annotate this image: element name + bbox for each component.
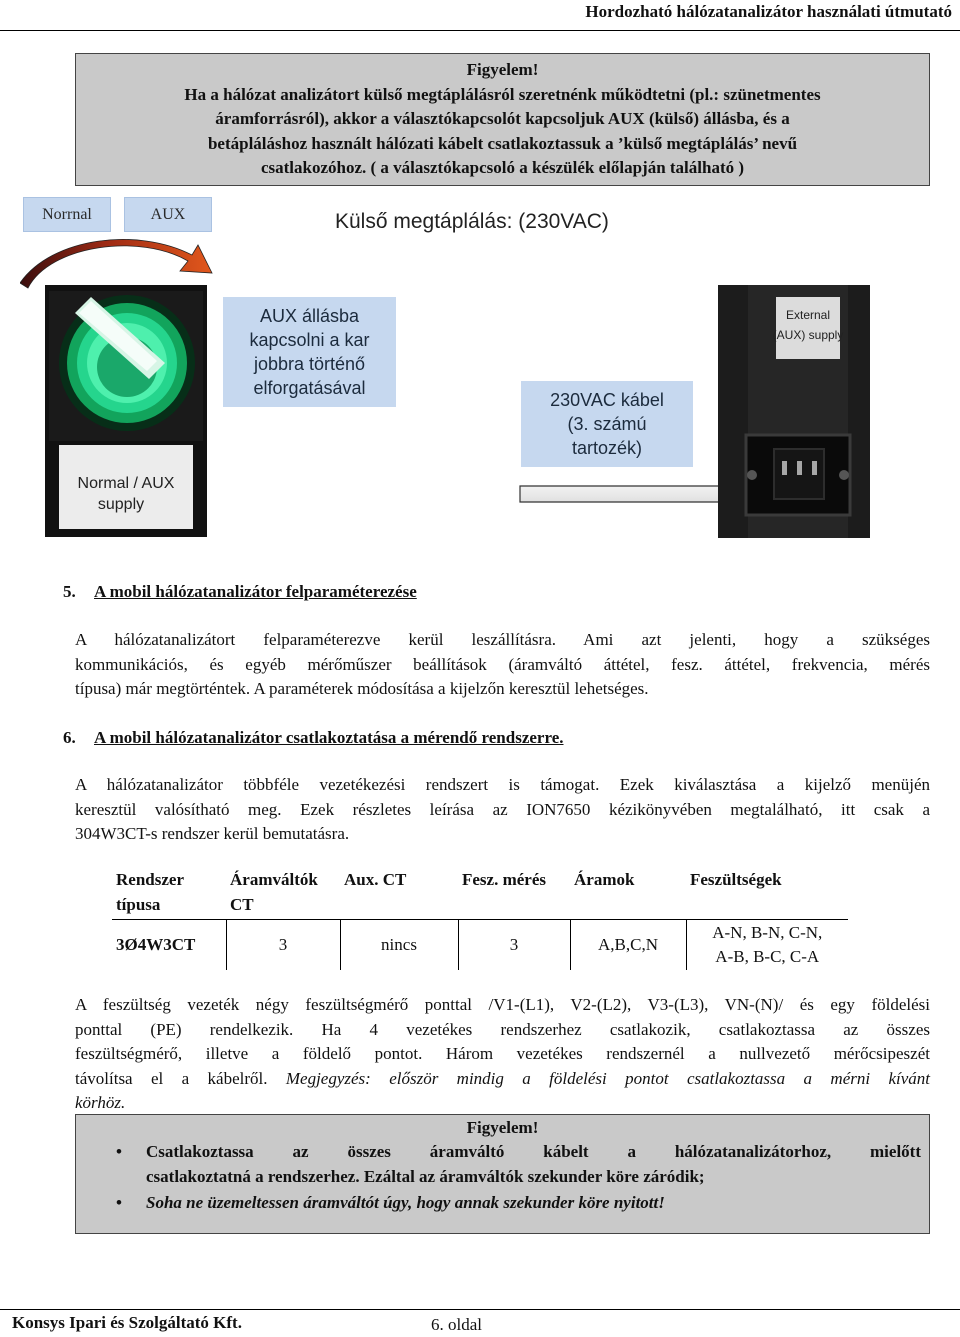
section-6-number: 6. (63, 728, 76, 747)
external-socket-image (718, 285, 870, 538)
notice-line: Csatlakoztassa az összes áramváltó kábelt a hálózatanalizátorhoz, mielőtt (146, 1142, 921, 1161)
paragraph-line (75, 1067, 930, 1092)
cable-label (521, 381, 693, 467)
paragraph-line: keresztül valósítható meg. Ezek részletes leírása az ION7650 kézikönyvében megtalálható, itt csak a (75, 799, 930, 819)
warning-box (75, 53, 930, 186)
cable-label-line: tartozék) (571, 438, 643, 458)
cable-label-line: (3. számú (567, 414, 647, 434)
external-supply-title: Külső megtáplálás: (230VAC) (335, 210, 609, 233)
paragraph-line: feszültségmérő, illetve a földelő pontot. Három vezetékes rendszernél a nullvezető mérőcsipeszét (75, 1044, 930, 1063)
selector-switch-photo (45, 285, 207, 537)
aux-instruction-label (223, 297, 396, 407)
voltage-line: A-N, B-N, C-N, (712, 922, 823, 942)
table-cell: nincs (340, 920, 458, 970)
table-cell: 3 (458, 920, 570, 970)
notice-title: Figyelem! (466, 1118, 539, 1137)
footer-rule (0, 1309, 960, 1310)
section-5-number: 5. (63, 582, 76, 601)
table-cell: A,B,C,N (570, 920, 686, 970)
external-socket-photo (718, 285, 870, 538)
list-item (76, 1140, 921, 1189)
paragraph-line (75, 1091, 930, 1116)
socket-plate-text: (AUX) supply (772, 328, 844, 342)
table-cell: 3Ø4W3CT (116, 934, 196, 954)
table-header-cell: Rendszer típusa (112, 868, 226, 920)
paragraph-line: ponttal (PE) rendelkezik. Ha 4 vezetékes rendszerhez csatlakozik, csatlakoztassa az összes (75, 1019, 930, 1039)
socket-plate-text: External (785, 308, 831, 322)
warning-line: betápláláshoz használt hálózati kábelt csatlakoztassuk a ’külső megtáplálás’ nevű (207, 133, 798, 153)
aux-instruction-line: AUX állásba (259, 306, 360, 326)
cable-label-line: 230VAC kábel (550, 390, 664, 410)
aux-position-label: AUX (124, 197, 212, 232)
paragraph-text: távolítsa el a kábelről. (75, 1068, 268, 1088)
aux-instruction-line: jobbra történő (253, 354, 366, 374)
paragraph-line: kommunikációs, és egyéb mérőműszer beállítások (áramváltó áttétel, fesz. áttétel, frekvencia, mérés (75, 654, 930, 674)
list-item (76, 1191, 921, 1216)
notice-list (76, 1140, 929, 1216)
notice-line: csatlakoztatná a rendszerhez. Ezáltal az áramváltók szekunder köre záródik; (146, 1166, 705, 1186)
voltage-line: A-B, B-C, C-A (715, 946, 820, 966)
bullet: • (116, 1142, 122, 1161)
warning-line: áramforrásról), akkor a választókapcsolót kapcsoljuk AUX (külső) állásba, és a (215, 109, 790, 128)
table-header-cell: Aux. CT (340, 868, 458, 920)
paragraph-line: A feszültség vezeték négy feszültségmérő ponttal /V1-(L1), V2-(L2), V3-(L3), VN-(N)/ és egy földelési (75, 995, 930, 1014)
aux-instruction-line: elforgatásával (253, 378, 366, 398)
notice-line: Soha ne üzemeltessen áramváltót úgy, hogy annak szekunder köre nyitott! (146, 1193, 665, 1212)
table-cell: 3 (226, 920, 340, 970)
switch-plate-text: Normal / AUX (77, 475, 175, 492)
table-header-row (112, 868, 848, 920)
warning-title: Figyelem! (466, 60, 539, 79)
table-header-cell: Áramok (570, 868, 686, 920)
paragraph-line: 304W3CT-s rendszer kerül bemutatásra. (75, 824, 350, 843)
warning-line: csatlakozóhoz. ( a választókapcsoló a készülék előlapján található ) (260, 158, 745, 177)
table-header-cell: Áramváltók CT (226, 868, 340, 920)
section-6-paragraph (75, 773, 930, 847)
selector-switch-image (45, 285, 207, 537)
paragraph-line: A hálózatanalizátor többféle vezetékezési rendszert is támogat. Ezek kiválasztása a kijelző menüjén (75, 775, 930, 794)
aux-instruction-line: kapcsolni a kar (249, 330, 370, 350)
normal-position-label: Norrnal (23, 197, 111, 232)
table-cell-voltages (686, 920, 848, 970)
page-header-title: Hordozható hálózatanalizátor használati útmutató (585, 2, 952, 21)
section-5-paragraph (75, 628, 930, 702)
note-text: körhöz. (75, 1093, 126, 1112)
header-rule (0, 30, 960, 31)
table-row (112, 920, 848, 970)
notice-box (75, 1114, 930, 1234)
voltage-paragraph (75, 993, 930, 1116)
section-6-heading (63, 728, 564, 748)
paragraph-line: típusa) már megtörténtek. A paraméterek módosítása a kijelzőn keresztül lehetséges. (75, 679, 649, 698)
section-5-title: A mobil hálózatanalizátor felparaméterezése (94, 582, 417, 601)
bullet: • (116, 1193, 122, 1212)
table-header-cell: Feszültségek (686, 868, 848, 920)
wiring-system-table (112, 868, 848, 970)
footer-company: Konsys Ipari és Szolgáltató Kft. (12, 1313, 242, 1332)
paragraph-line: A hálózatanalizátort felparaméterezve kerül leszállításra. Ami azt jelenti, hogy a szükséges (75, 630, 930, 649)
table-header-cell: Fesz. mérés (458, 868, 570, 920)
footer-page-number: 6. oldal (431, 1315, 482, 1334)
section-6-title: A mobil hálózatanalizátor csatlakoztatása a mérendő rendszerre. (94, 728, 564, 747)
switch-plate-text: supply (97, 496, 145, 513)
section-5-heading (63, 582, 417, 602)
note-text: Megjegyzés: először mindig a földelési pontot csatlakoztassa a mérni kívánt (285, 1068, 930, 1088)
warning-line: Ha a hálózat analizátort külső megtáplálásról szeretnénk működtetni (pl.: szünetmentes (184, 84, 821, 104)
